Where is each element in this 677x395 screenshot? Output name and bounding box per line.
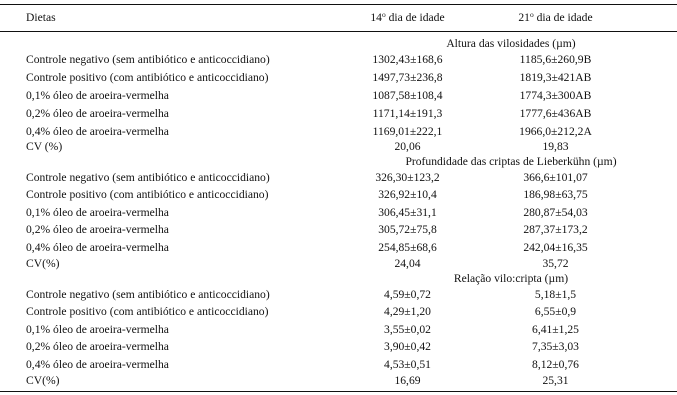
day21-cell: 6,55±0,9 xyxy=(534,305,577,318)
day14-cell: 4,59±0,72 xyxy=(384,288,431,301)
diet-cell: 0,4% óleo de aroeira-vermelha xyxy=(26,241,169,254)
table-row xyxy=(0,304,677,320)
table-row xyxy=(0,88,677,104)
day14-cell: 1169,01±222,1 xyxy=(372,125,443,138)
day21-cell: 1185,6±260,9B xyxy=(519,53,592,66)
table-row xyxy=(0,139,677,155)
section-title: Altura das vilosidades (µm) xyxy=(446,37,576,50)
section-title-row xyxy=(0,154,677,170)
day14-cell: 4,53±0,51 xyxy=(384,358,431,371)
header-day14-number: 14 xyxy=(370,11,382,24)
day14-cell: 4,29±1,20 xyxy=(384,305,431,318)
day21-cell: 366,6±101,07 xyxy=(523,171,588,184)
diet-cell: 0,1% óleo de aroeira-vermelha xyxy=(26,206,169,219)
diet-cell: Controle negativo (sem antibiótico e anticoccidiano) xyxy=(26,288,270,301)
header-day21 xyxy=(488,10,623,27)
diet-cell: 0,2% óleo de aroeira-vermelha xyxy=(26,223,169,236)
table-row xyxy=(0,240,677,256)
day14-cell: 254,85±68,6 xyxy=(378,241,437,254)
diet-cell: 0,2% óleo de aroeira-vermelha xyxy=(26,107,169,120)
day14-cell: 306,45±31,1 xyxy=(378,206,437,219)
diet-cell: 0,1% óleo de aroeira-vermelha xyxy=(26,89,169,102)
diet-cell: CV(%) xyxy=(26,374,60,387)
day14-cell: 326,92±10,4 xyxy=(378,188,437,201)
section-title: Profundidade das criptas de Lieberkühn (µm) xyxy=(405,155,617,168)
day14-cell: 16,69 xyxy=(394,374,421,387)
diet-cell: CV (%) xyxy=(26,140,63,153)
day21-cell: 1819,3±421AB xyxy=(519,71,592,84)
diet-cell: 0,4% óleo de aroeira-vermelha xyxy=(26,125,169,138)
table-row xyxy=(0,256,677,272)
diet-cell: 0,4% óleo de aroeira-vermelha xyxy=(26,358,169,371)
header-day21-text: dia de idade xyxy=(533,11,593,24)
table-row xyxy=(0,322,677,338)
table-row xyxy=(0,124,677,140)
table-row xyxy=(0,205,677,221)
header-day14 xyxy=(345,10,470,27)
diet-cell: 0,2% óleo de aroeira-vermelha xyxy=(26,340,169,353)
day21-cell: 8,12±0,76 xyxy=(532,358,579,371)
day14-cell: 20,06 xyxy=(394,140,421,153)
day21-cell: 5,18±1,5 xyxy=(534,288,577,301)
table-row xyxy=(0,339,677,355)
bottom-rule xyxy=(0,391,677,392)
day14-cell: 326,30±123,2 xyxy=(375,171,440,184)
day14-cell: 24,04 xyxy=(394,257,421,270)
day21-cell: 6,41±1,25 xyxy=(532,323,579,336)
table-row xyxy=(0,170,677,186)
diet-cell: Controle negativo (sem antibiótico e anticoccidiano) xyxy=(26,171,270,184)
header-day14-ordinal: o xyxy=(381,10,386,19)
table-row xyxy=(0,52,677,68)
day21-cell: 35,72 xyxy=(542,257,569,270)
diet-cell: Controle negativo (sem antibiótico e anticoccidiano) xyxy=(26,53,270,66)
diet-cell: Controle positivo (com antibiótico e anticoccidiano) xyxy=(26,188,269,201)
top-rule xyxy=(0,4,677,5)
day14-cell: 1171,14±191,3 xyxy=(372,107,443,120)
diet-cell: 0,1% óleo de aroeira-vermelha xyxy=(26,323,169,336)
header-day14-text: dia de idade xyxy=(385,11,445,24)
header-rule xyxy=(0,31,677,32)
table-row xyxy=(0,373,677,389)
header-row xyxy=(0,10,677,26)
day21-cell: 7,35±3,03 xyxy=(532,340,579,353)
day21-cell: 287,37±173,2 xyxy=(523,223,588,236)
table-row xyxy=(0,357,677,373)
diet-cell: CV(%) xyxy=(26,257,60,270)
day14-cell: 3,90±0,42 xyxy=(384,340,431,353)
section-title-row xyxy=(0,36,677,52)
table-row xyxy=(0,287,677,303)
header-day21-number: 21 xyxy=(518,11,530,24)
day21-cell: 1774,3±300AB xyxy=(519,89,592,102)
section-title-row xyxy=(0,271,677,287)
day21-cell: 1777,6±436AB xyxy=(519,107,592,120)
day14-cell: 3,55±0,02 xyxy=(384,323,431,336)
day14-cell: 1302,43±168,6 xyxy=(372,53,443,66)
day14-cell: 305,72±75,8 xyxy=(378,223,437,236)
day21-cell: 19,83 xyxy=(542,140,569,153)
day21-cell: 186,98±63,75 xyxy=(523,188,588,201)
header-diet: Dietas xyxy=(26,11,56,24)
day21-cell: 280,87±54,03 xyxy=(523,206,588,219)
table-row xyxy=(0,222,677,238)
table-row xyxy=(0,187,677,203)
diet-cell: Controle positivo (com antibiótico e anticoccidiano) xyxy=(26,305,269,318)
day14-cell: 1087,58±108,4 xyxy=(372,89,443,102)
day21-cell: 242,04±16,35 xyxy=(523,241,588,254)
section-title: Relação vilo:cripta (µm) xyxy=(453,272,569,285)
day21-cell: 1966,0±212,2A xyxy=(519,125,592,138)
table-row xyxy=(0,70,677,86)
day14-cell: 1497,73±236,8 xyxy=(372,71,443,84)
day21-cell: 25,31 xyxy=(542,374,569,387)
header-day21-ordinal: o xyxy=(529,10,534,19)
diet-cell: Controle positivo (com antibiótico e anticoccidiano) xyxy=(26,71,269,84)
table-row xyxy=(0,106,677,122)
